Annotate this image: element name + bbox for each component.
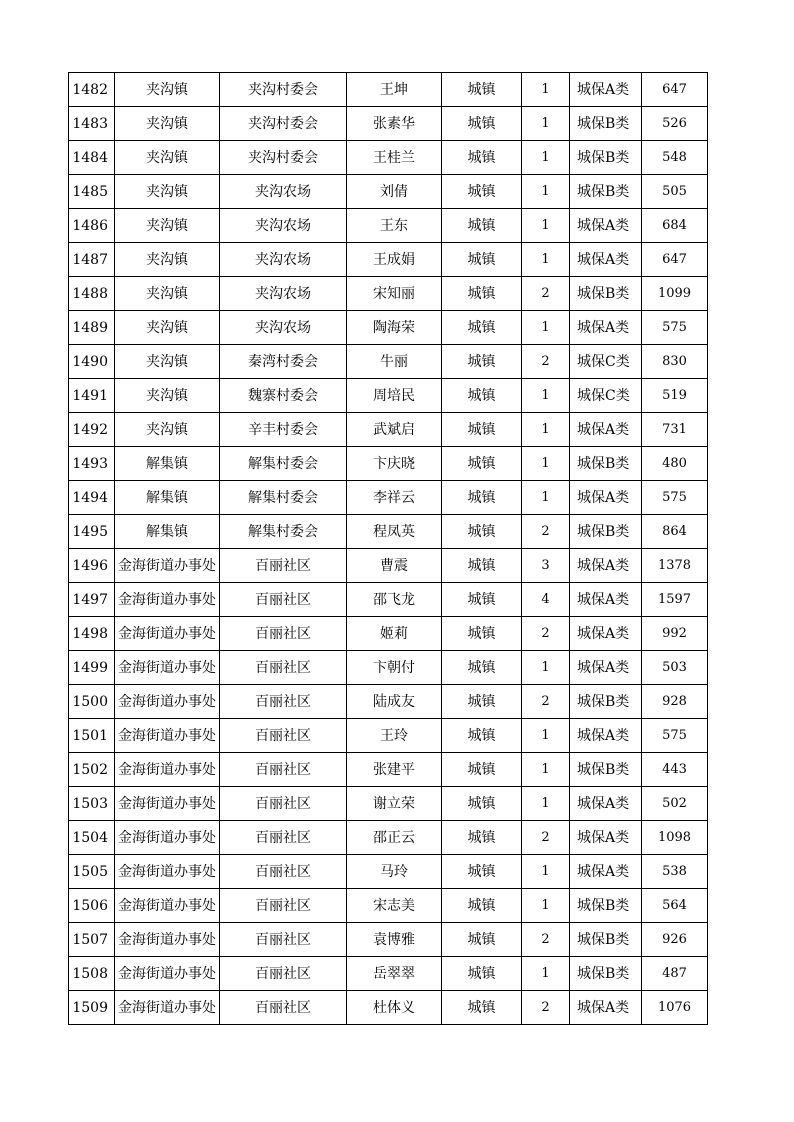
area-type-cell: 城镇 (442, 515, 522, 549)
category-cell: 城保B类 (570, 447, 642, 481)
category-cell: 城保A类 (570, 481, 642, 515)
name-cell: 曹震 (347, 549, 442, 583)
table-row (69, 787, 708, 821)
row-number-cell: 1497 (69, 583, 115, 617)
household-size-cell: 1 (522, 481, 570, 515)
name-cell: 姬莉 (347, 617, 442, 651)
town-cell: 夹沟镇 (115, 311, 220, 345)
household-size-cell: 2 (522, 923, 570, 957)
category-cell: 城保B类 (570, 515, 642, 549)
amount-cell: 926 (642, 923, 708, 957)
name-cell: 张素华 (347, 107, 442, 141)
town-cell: 夹沟镇 (115, 277, 220, 311)
table-row (69, 73, 708, 107)
name-cell: 周培民 (347, 379, 442, 413)
area-type-cell: 城镇 (442, 821, 522, 855)
table-row (69, 719, 708, 753)
area-type-cell: 城镇 (442, 481, 522, 515)
community-cell: 百丽社区 (220, 923, 347, 957)
community-cell: 百丽社区 (220, 549, 347, 583)
area-type-cell: 城镇 (442, 617, 522, 651)
household-size-cell: 1 (522, 651, 570, 685)
row-number-cell: 1488 (69, 277, 115, 311)
town-cell: 金海街道办事处 (115, 753, 220, 787)
category-cell: 城保A类 (570, 719, 642, 753)
household-size-cell: 1 (522, 209, 570, 243)
row-number-cell: 1509 (69, 991, 115, 1025)
name-cell: 谢立荣 (347, 787, 442, 821)
row-number-cell: 1494 (69, 481, 115, 515)
household-size-cell: 1 (522, 447, 570, 481)
community-cell: 百丽社区 (220, 957, 347, 991)
name-cell: 王东 (347, 209, 442, 243)
category-cell: 城保B类 (570, 923, 642, 957)
community-cell: 百丽社区 (220, 821, 347, 855)
amount-cell: 830 (642, 345, 708, 379)
town-cell: 金海街道办事处 (115, 855, 220, 889)
category-cell: 城保A类 (570, 549, 642, 583)
town-cell: 金海街道办事处 (115, 549, 220, 583)
table-row (69, 413, 708, 447)
amount-cell: 443 (642, 753, 708, 787)
area-type-cell: 城镇 (442, 345, 522, 379)
area-type-cell: 城镇 (442, 651, 522, 685)
amount-cell: 647 (642, 73, 708, 107)
table-row (69, 243, 708, 277)
category-cell: 城保A类 (570, 413, 642, 447)
household-size-cell: 1 (522, 141, 570, 175)
town-cell: 金海街道办事处 (115, 617, 220, 651)
row-number-cell: 1482 (69, 73, 115, 107)
household-size-cell: 1 (522, 175, 570, 209)
row-number-cell: 1489 (69, 311, 115, 345)
category-cell: 城保B类 (570, 685, 642, 719)
name-cell: 卞庆晓 (347, 447, 442, 481)
community-cell: 百丽社区 (220, 889, 347, 923)
area-type-cell: 城镇 (442, 889, 522, 923)
community-cell: 夹沟农场 (220, 277, 347, 311)
amount-cell: 564 (642, 889, 708, 923)
category-cell: 城保A类 (570, 787, 642, 821)
table-row (69, 447, 708, 481)
household-size-cell: 1 (522, 957, 570, 991)
household-size-cell: 1 (522, 73, 570, 107)
area-type-cell: 城镇 (442, 73, 522, 107)
table-body (69, 73, 708, 1025)
community-cell: 魏寨村委会 (220, 379, 347, 413)
community-cell: 百丽社区 (220, 719, 347, 753)
town-cell: 夹沟镇 (115, 243, 220, 277)
area-type-cell: 城镇 (442, 311, 522, 345)
records-table (68, 72, 708, 1025)
table-row (69, 957, 708, 991)
town-cell: 夹沟镇 (115, 107, 220, 141)
household-size-cell: 2 (522, 515, 570, 549)
town-cell: 夹沟镇 (115, 209, 220, 243)
household-size-cell: 1 (522, 379, 570, 413)
row-number-cell: 1487 (69, 243, 115, 277)
community-cell: 夹沟农场 (220, 311, 347, 345)
amount-cell: 1099 (642, 277, 708, 311)
town-cell: 金海街道办事处 (115, 719, 220, 753)
area-type-cell: 城镇 (442, 277, 522, 311)
category-cell: 城保B类 (570, 175, 642, 209)
amount-cell: 1098 (642, 821, 708, 855)
area-type-cell: 城镇 (442, 719, 522, 753)
row-number-cell: 1493 (69, 447, 115, 481)
area-type-cell: 城镇 (442, 549, 522, 583)
category-cell: 城保B类 (570, 753, 642, 787)
community-cell: 百丽社区 (220, 583, 347, 617)
community-cell: 辛丰村委会 (220, 413, 347, 447)
table-row (69, 209, 708, 243)
town-cell: 解集镇 (115, 447, 220, 481)
table-row (69, 175, 708, 209)
name-cell: 牛丽 (347, 345, 442, 379)
name-cell: 宋知丽 (347, 277, 442, 311)
community-cell: 夹沟农场 (220, 243, 347, 277)
household-size-cell: 2 (522, 345, 570, 379)
category-cell: 城保C类 (570, 345, 642, 379)
name-cell: 陆成友 (347, 685, 442, 719)
category-cell: 城保A类 (570, 617, 642, 651)
community-cell: 百丽社区 (220, 685, 347, 719)
town-cell: 夹沟镇 (115, 175, 220, 209)
table-row (69, 107, 708, 141)
community-cell: 百丽社区 (220, 991, 347, 1025)
area-type-cell: 城镇 (442, 379, 522, 413)
area-type-cell: 城镇 (442, 447, 522, 481)
amount-cell: 731 (642, 413, 708, 447)
name-cell: 王成娟 (347, 243, 442, 277)
community-cell: 百丽社区 (220, 855, 347, 889)
town-cell: 金海街道办事处 (115, 651, 220, 685)
household-size-cell: 1 (522, 413, 570, 447)
row-number-cell: 1503 (69, 787, 115, 821)
name-cell: 李祥云 (347, 481, 442, 515)
row-number-cell: 1496 (69, 549, 115, 583)
amount-cell: 684 (642, 209, 708, 243)
row-number-cell: 1507 (69, 923, 115, 957)
town-cell: 夹沟镇 (115, 379, 220, 413)
amount-cell: 548 (642, 141, 708, 175)
table-row (69, 141, 708, 175)
community-cell: 夹沟村委会 (220, 73, 347, 107)
table-row (69, 923, 708, 957)
town-cell: 解集镇 (115, 481, 220, 515)
row-number-cell: 1486 (69, 209, 115, 243)
community-cell: 百丽社区 (220, 617, 347, 651)
category-cell: 城保B类 (570, 889, 642, 923)
category-cell: 城保A类 (570, 583, 642, 617)
amount-cell: 1597 (642, 583, 708, 617)
row-number-cell: 1485 (69, 175, 115, 209)
table-row (69, 481, 708, 515)
amount-cell: 928 (642, 685, 708, 719)
table-row (69, 991, 708, 1025)
table-row (69, 651, 708, 685)
row-number-cell: 1498 (69, 617, 115, 651)
area-type-cell: 城镇 (442, 413, 522, 447)
household-size-cell: 1 (522, 889, 570, 923)
row-number-cell: 1491 (69, 379, 115, 413)
amount-cell: 575 (642, 311, 708, 345)
name-cell: 程凤英 (347, 515, 442, 549)
town-cell: 夹沟镇 (115, 413, 220, 447)
category-cell: 城保B类 (570, 107, 642, 141)
community-cell: 夹沟农场 (220, 209, 347, 243)
town-cell: 金海街道办事处 (115, 583, 220, 617)
amount-cell: 502 (642, 787, 708, 821)
household-size-cell: 1 (522, 311, 570, 345)
town-cell: 金海街道办事处 (115, 821, 220, 855)
name-cell: 袁博雅 (347, 923, 442, 957)
town-cell: 金海街道办事处 (115, 957, 220, 991)
community-cell: 解集村委会 (220, 515, 347, 549)
category-cell: 城保A类 (570, 311, 642, 345)
household-size-cell: 2 (522, 685, 570, 719)
name-cell: 武斌启 (347, 413, 442, 447)
name-cell: 刘倩 (347, 175, 442, 209)
row-number-cell: 1500 (69, 685, 115, 719)
amount-cell: 526 (642, 107, 708, 141)
table-row (69, 515, 708, 549)
table-row (69, 379, 708, 413)
community-cell: 百丽社区 (220, 753, 347, 787)
table-row (69, 685, 708, 719)
household-size-cell: 2 (522, 617, 570, 651)
household-size-cell: 1 (522, 855, 570, 889)
table-row (69, 855, 708, 889)
amount-cell: 487 (642, 957, 708, 991)
area-type-cell: 城镇 (442, 141, 522, 175)
town-cell: 解集镇 (115, 515, 220, 549)
amount-cell: 992 (642, 617, 708, 651)
community-cell: 夹沟农场 (220, 175, 347, 209)
area-type-cell: 城镇 (442, 991, 522, 1025)
town-cell: 金海街道办事处 (115, 991, 220, 1025)
area-type-cell: 城镇 (442, 787, 522, 821)
town-cell: 夹沟镇 (115, 345, 220, 379)
name-cell: 邵飞龙 (347, 583, 442, 617)
household-size-cell: 1 (522, 107, 570, 141)
town-cell: 夹沟镇 (115, 73, 220, 107)
row-number-cell: 1508 (69, 957, 115, 991)
area-type-cell: 城镇 (442, 583, 522, 617)
amount-cell: 503 (642, 651, 708, 685)
community-cell: 百丽社区 (220, 787, 347, 821)
household-size-cell: 1 (522, 753, 570, 787)
row-number-cell: 1501 (69, 719, 115, 753)
name-cell: 王坤 (347, 73, 442, 107)
community-cell: 夹沟村委会 (220, 107, 347, 141)
area-type-cell: 城镇 (442, 175, 522, 209)
area-type-cell: 城镇 (442, 923, 522, 957)
amount-cell: 647 (642, 243, 708, 277)
category-cell: 城保A类 (570, 209, 642, 243)
category-cell: 城保A类 (570, 73, 642, 107)
row-number-cell: 1483 (69, 107, 115, 141)
town-cell: 金海街道办事处 (115, 923, 220, 957)
amount-cell: 480 (642, 447, 708, 481)
town-cell: 金海街道办事处 (115, 787, 220, 821)
household-size-cell: 1 (522, 719, 570, 753)
amount-cell: 519 (642, 379, 708, 413)
category-cell: 城保B类 (570, 957, 642, 991)
town-cell: 夹沟镇 (115, 141, 220, 175)
category-cell: 城保B类 (570, 141, 642, 175)
community-cell: 解集村委会 (220, 447, 347, 481)
table-row (69, 549, 708, 583)
household-size-cell: 1 (522, 243, 570, 277)
table-row (69, 821, 708, 855)
row-number-cell: 1490 (69, 345, 115, 379)
name-cell: 杜体义 (347, 991, 442, 1025)
area-type-cell: 城镇 (442, 855, 522, 889)
community-cell: 夹沟村委会 (220, 141, 347, 175)
row-number-cell: 1505 (69, 855, 115, 889)
household-size-cell: 3 (522, 549, 570, 583)
category-cell: 城保C类 (570, 379, 642, 413)
area-type-cell: 城镇 (442, 957, 522, 991)
amount-cell: 575 (642, 481, 708, 515)
table-row (69, 753, 708, 787)
household-size-cell: 2 (522, 991, 570, 1025)
table-row (69, 583, 708, 617)
amount-cell: 505 (642, 175, 708, 209)
household-size-cell: 4 (522, 583, 570, 617)
amount-cell: 538 (642, 855, 708, 889)
community-cell: 解集村委会 (220, 481, 347, 515)
name-cell: 陶海荣 (347, 311, 442, 345)
category-cell: 城保A类 (570, 991, 642, 1025)
area-type-cell: 城镇 (442, 209, 522, 243)
row-number-cell: 1484 (69, 141, 115, 175)
community-cell: 百丽社区 (220, 651, 347, 685)
name-cell: 邵正云 (347, 821, 442, 855)
category-cell: 城保A类 (570, 855, 642, 889)
table-row (69, 889, 708, 923)
row-number-cell: 1502 (69, 753, 115, 787)
community-cell: 秦湾村委会 (220, 345, 347, 379)
name-cell: 卞朝付 (347, 651, 442, 685)
amount-cell: 575 (642, 719, 708, 753)
name-cell: 马玲 (347, 855, 442, 889)
name-cell: 张建平 (347, 753, 442, 787)
amount-cell: 1378 (642, 549, 708, 583)
name-cell: 岳翠翠 (347, 957, 442, 991)
row-number-cell: 1499 (69, 651, 115, 685)
area-type-cell: 城镇 (442, 243, 522, 277)
town-cell: 金海街道办事处 (115, 685, 220, 719)
table-row (69, 311, 708, 345)
name-cell: 宋志美 (347, 889, 442, 923)
row-number-cell: 1506 (69, 889, 115, 923)
household-size-cell: 2 (522, 821, 570, 855)
amount-cell: 864 (642, 515, 708, 549)
name-cell: 王桂兰 (347, 141, 442, 175)
category-cell: 城保A类 (570, 821, 642, 855)
category-cell: 城保B类 (570, 277, 642, 311)
area-type-cell: 城镇 (442, 685, 522, 719)
household-size-cell: 2 (522, 277, 570, 311)
table-row (69, 345, 708, 379)
row-number-cell: 1495 (69, 515, 115, 549)
row-number-cell: 1492 (69, 413, 115, 447)
table-row (69, 617, 708, 651)
name-cell: 王玲 (347, 719, 442, 753)
row-number-cell: 1504 (69, 821, 115, 855)
category-cell: 城保A类 (570, 243, 642, 277)
category-cell: 城保A类 (570, 651, 642, 685)
area-type-cell: 城镇 (442, 753, 522, 787)
amount-cell: 1076 (642, 991, 708, 1025)
table-row (69, 277, 708, 311)
area-type-cell: 城镇 (442, 107, 522, 141)
household-size-cell: 1 (522, 787, 570, 821)
town-cell: 金海街道办事处 (115, 889, 220, 923)
